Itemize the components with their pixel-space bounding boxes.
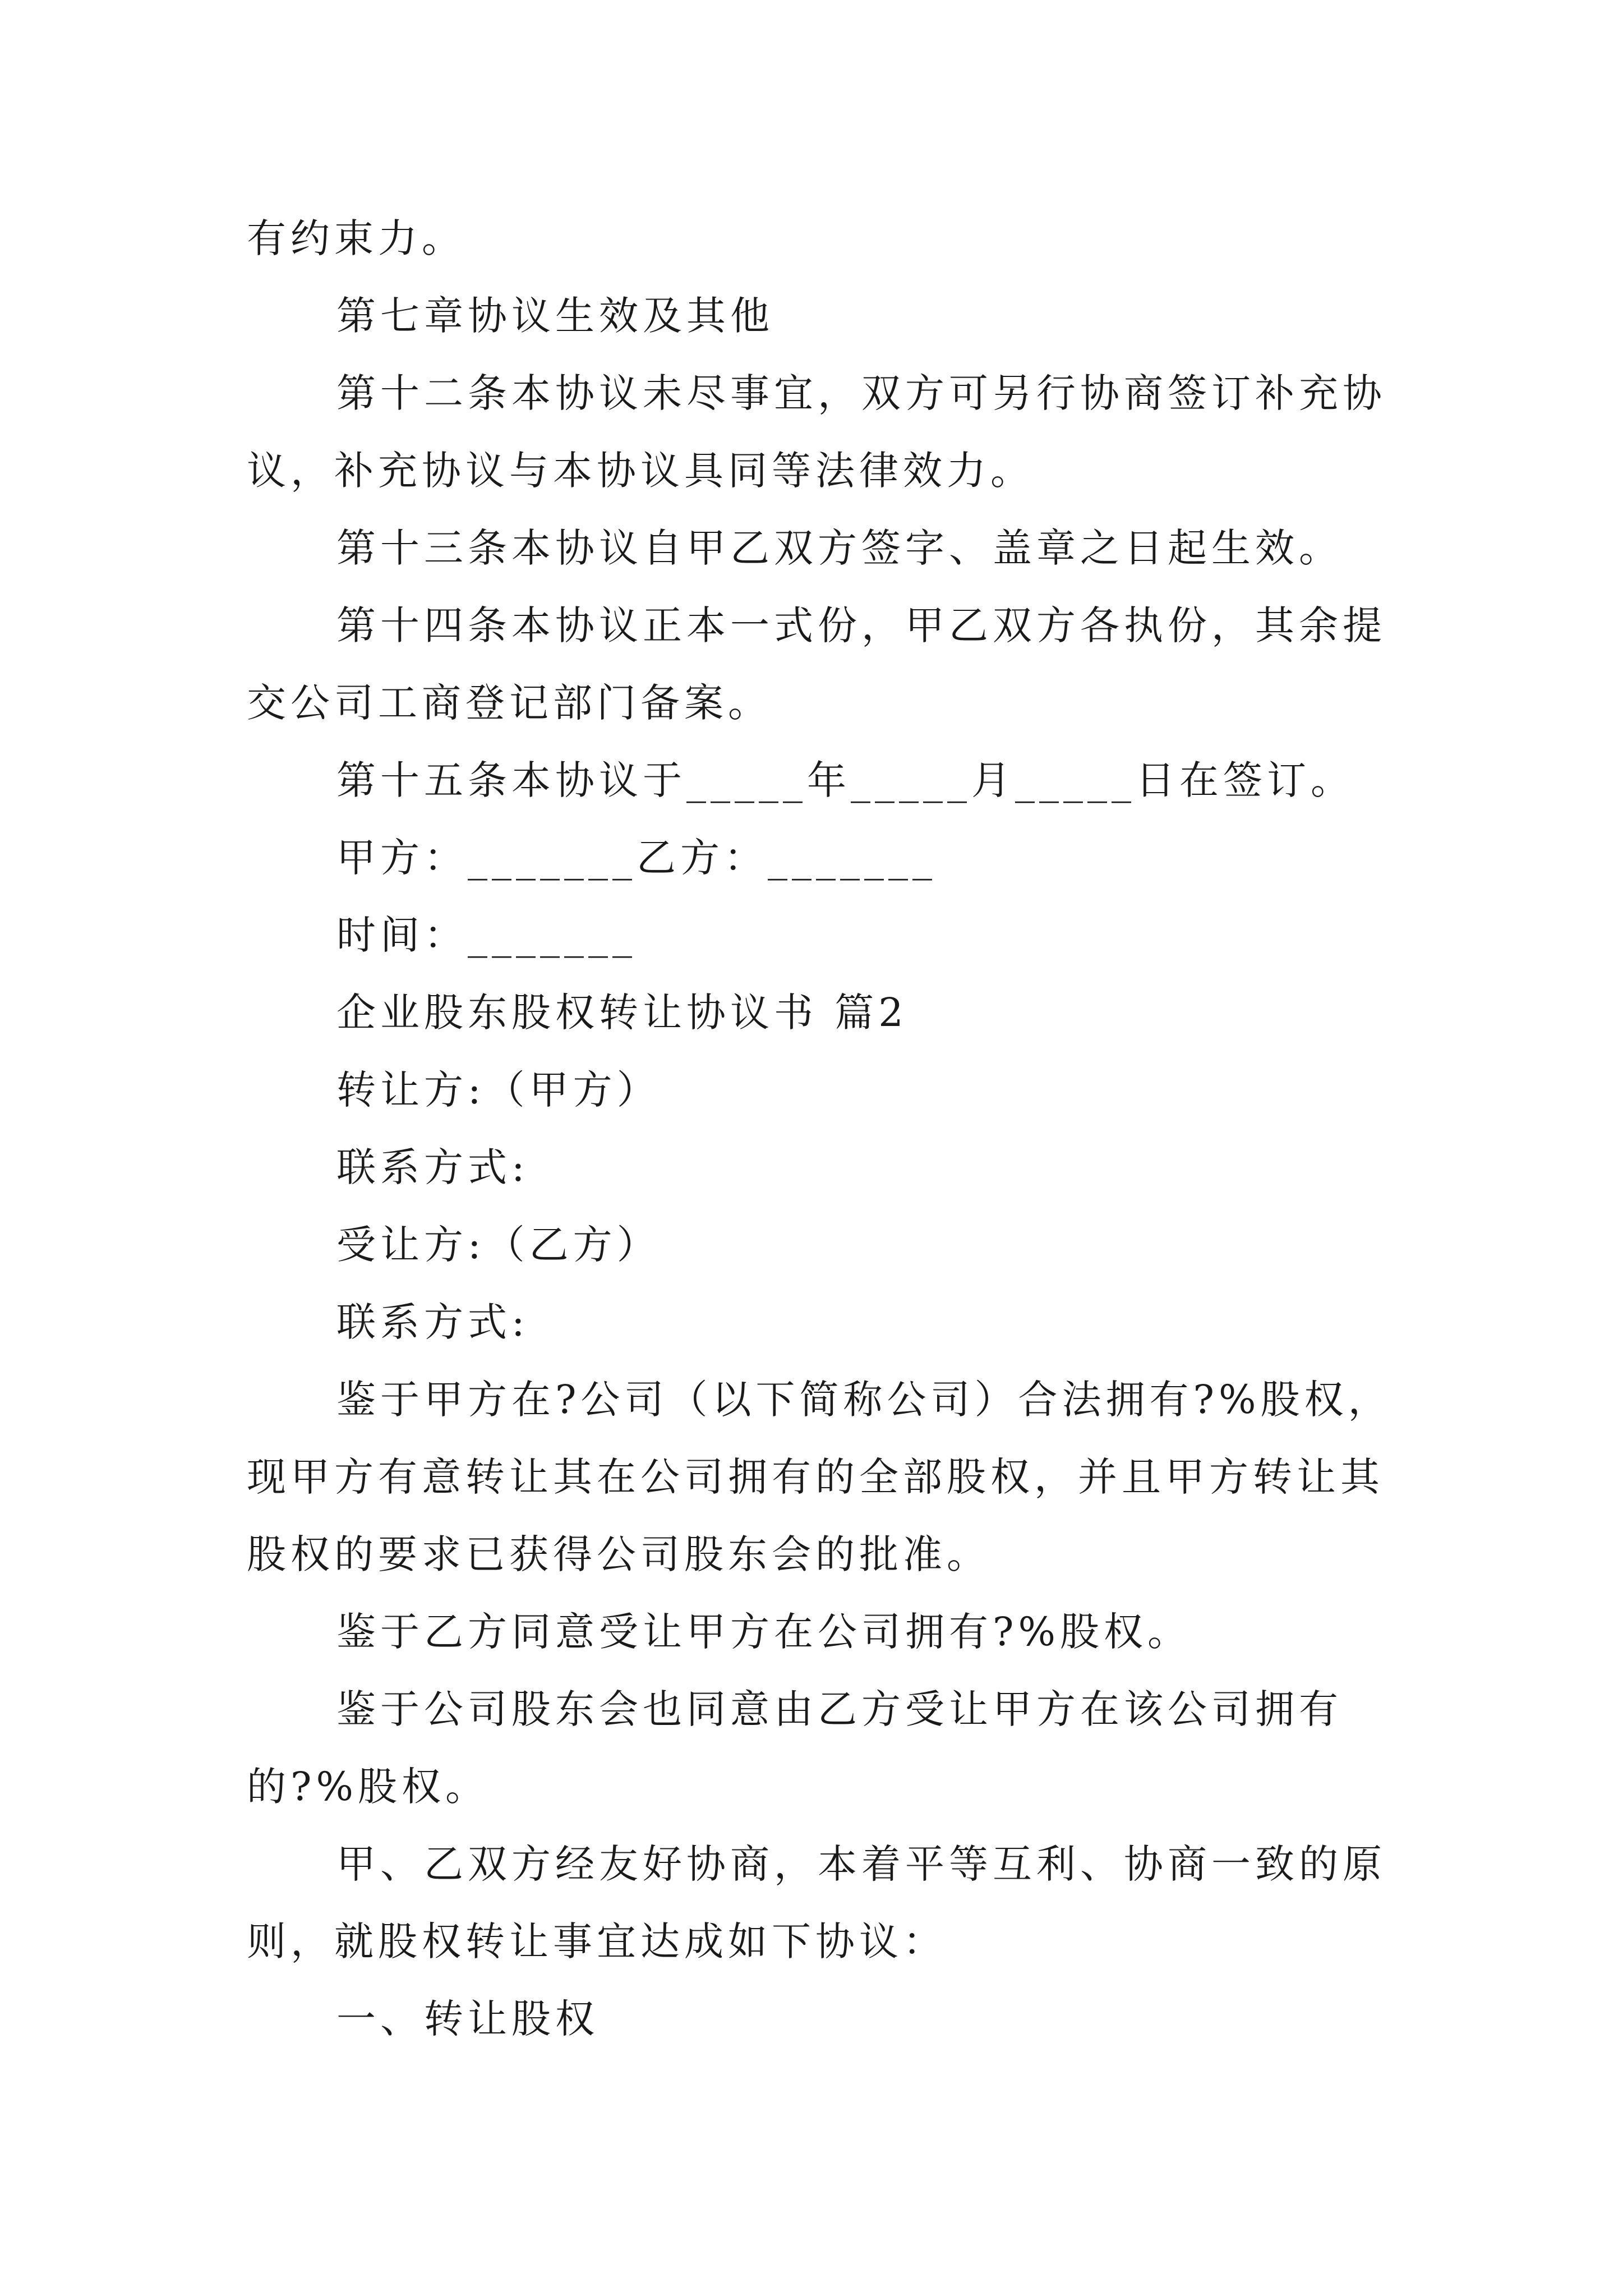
text-line: 第十五条本协议于_____年_____月_____日在签订。 xyxy=(336,757,1354,803)
text-line: 鉴于甲方在?公司（以下简称公司）合法拥有?%股权， xyxy=(336,1377,1392,1423)
text-line: 交公司工商登记部门备案。 xyxy=(247,680,772,726)
text-line: 转让方:（甲方） xyxy=(336,1067,661,1113)
text-line: 第十二条本协议未尽事宜，双方可另行协商签订补充协 xyxy=(336,370,1386,416)
text-line: 鉴于乙方同意受让甲方在公司拥有?%股权。 xyxy=(336,1609,1192,1655)
text-line: 现甲方有意转让其在公司拥有的全部股权，并且甲方转让其 xyxy=(247,1454,1384,1500)
text-line: 鉴于公司股东会也同意由乙方受让甲方在该公司拥有 xyxy=(336,1686,1343,1732)
text-line: 第十三条本协议自甲乙双方签字、盖章之日起生效。 xyxy=(336,525,1343,571)
text-line: 联系方式: xyxy=(336,1144,529,1190)
text-line: 联系方式: xyxy=(336,1299,529,1345)
section-title: 企业股东股权转让协议书 篇2 xyxy=(336,990,908,1036)
text-line: 受让方:（乙方） xyxy=(336,1222,661,1268)
text-line: 第十四条本协议正本一式份，甲乙双方各执份，其余提 xyxy=(336,602,1386,648)
text-line: 有约束力。 xyxy=(247,215,465,261)
text-line: 议，补充协议与本协议具同等法律效力。 xyxy=(247,448,1034,494)
signature-line: 甲方：_______乙方：_______ xyxy=(336,835,937,881)
date-line: 时间：_______ xyxy=(336,912,637,958)
text-line: 的?%股权。 xyxy=(247,1764,490,1810)
text-line: 甲、乙双方经友好协商，本着平等互利、协商一致的原 xyxy=(336,1841,1386,1887)
text-line: 股权的要求已获得公司股东会的批准。 xyxy=(247,1531,990,1577)
chapter-heading: 第七章协议生效及其他 xyxy=(336,293,774,339)
text-line: 则，就股权转让事宜达成如下协议： xyxy=(247,1918,947,1964)
section-heading: 一、转让股权 xyxy=(336,1996,599,2042)
